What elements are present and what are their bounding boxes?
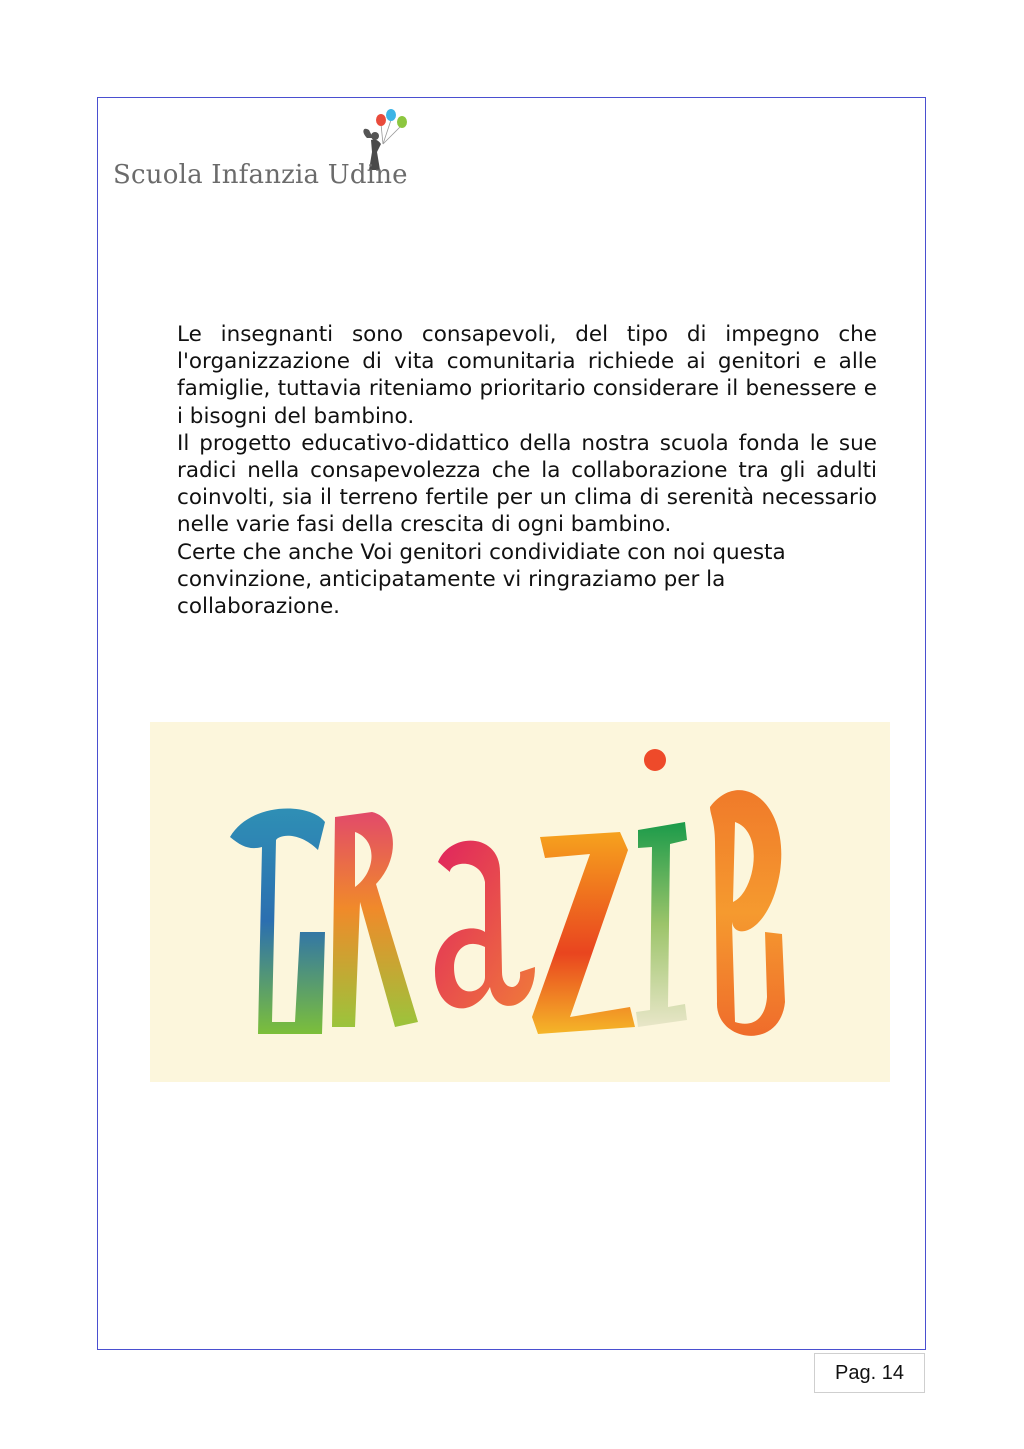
logo-text: Scuola Infanzia Udine (113, 160, 408, 190)
paragraph-1: Le insegnanti sono consapevoli, del tipo di impegno che l'organizzazione di vita comunitaria richiede ai genitori e alle famiglie, tuttavia riteniamo prioritario considerare il benessere e i bisogni del bambino. (177, 322, 877, 429)
body-text (177, 321, 877, 620)
paragraph-2: Il progetto educativo-didattico della nostra scuola fonda le sue radici nella consapevolezza che la collaborazione tra gli adulti coinvolti, sia il terreno fertile per un clima di serenità necessario nelle varie fasi della crescita di ogni bambino. (177, 430, 877, 538)
school-logo (113, 108, 433, 198)
page-number: Pag. 14 (814, 1353, 925, 1393)
grazie-watercolor-image (150, 722, 890, 1082)
paragraph-3: Certe che anche Voi genitori condividiate con noi questa convinzione, anticipatamente vi ringraziamo per la collaborazione. (177, 539, 786, 620)
